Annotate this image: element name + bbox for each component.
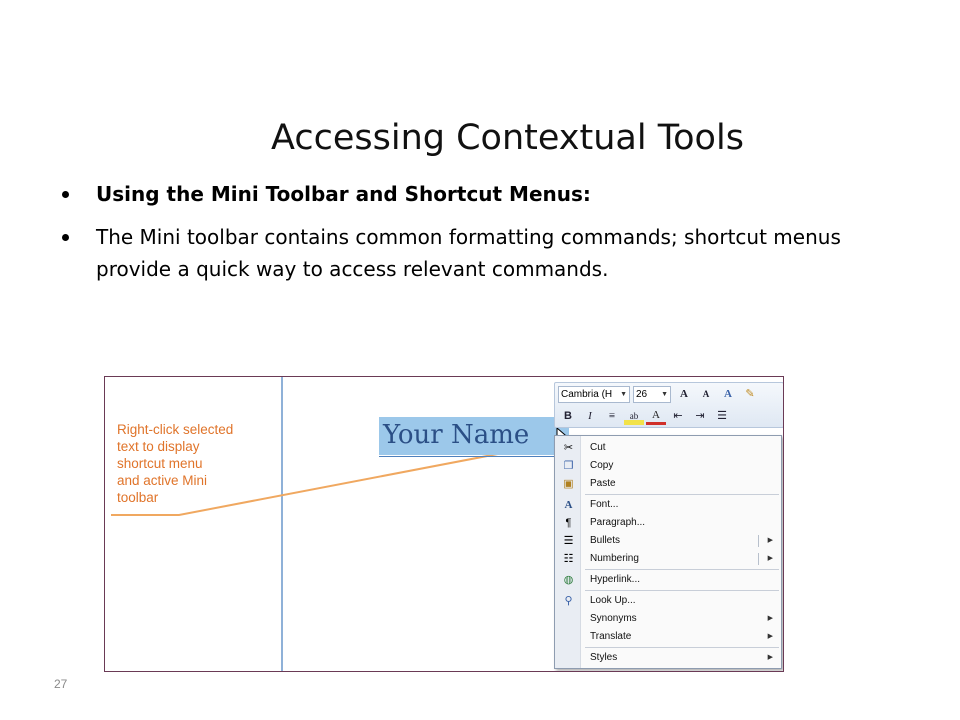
menu-item-paragraph[interactable] bbox=[555, 514, 783, 532]
submenu-arrow-icon: ▶ bbox=[767, 615, 773, 622]
increase-indent-button[interactable]: ⇥ bbox=[695, 410, 705, 422]
bullet-dot-icon bbox=[62, 234, 69, 241]
menu-item-hyperlink[interactable] bbox=[555, 571, 783, 589]
context-menu bbox=[554, 435, 782, 669]
bullets-button[interactable]: ☰ bbox=[717, 410, 727, 422]
mini-toolbar bbox=[554, 382, 784, 428]
menu-item-label: Paste bbox=[590, 478, 616, 489]
slide-number: 27 bbox=[54, 677, 68, 691]
styles-button[interactable]: A bbox=[724, 388, 732, 400]
callout-line: toolbar bbox=[117, 490, 159, 505]
menu-item-label: Synonyms bbox=[590, 613, 637, 624]
paste-icon: ▣ bbox=[563, 478, 574, 490]
decrease-indent-button[interactable]: ⇤ bbox=[673, 410, 683, 422]
menu-item-numbering[interactable] bbox=[555, 550, 783, 568]
submenu-arrow-icon: ▶ bbox=[767, 537, 773, 544]
submenu-arrow-icon: ▶ bbox=[767, 555, 773, 562]
bullet-item bbox=[62, 178, 902, 210]
menu-item-label: Hyperlink... bbox=[590, 574, 641, 585]
numbering-icon: ☷ bbox=[563, 553, 574, 565]
paragraph-icon: ¶ bbox=[565, 517, 572, 529]
bullet-list bbox=[62, 178, 902, 285]
copy-icon: ❐ bbox=[563, 460, 574, 472]
grow-font-button[interactable]: A bbox=[680, 388, 688, 400]
format-painter-button[interactable]: ✎ bbox=[745, 388, 755, 400]
menu-separator bbox=[585, 494, 779, 495]
menu-item-label: Styles bbox=[590, 652, 618, 663]
lookup-icon: ⚲ bbox=[564, 595, 573, 607]
font-name-dropdown[interactable] bbox=[558, 386, 630, 403]
split-divider bbox=[758, 535, 759, 547]
menu-item-label: Cut bbox=[590, 442, 606, 453]
bullets-icon: ☰ bbox=[563, 535, 574, 547]
slide-title: Accessing Contextual Tools bbox=[271, 118, 744, 158]
chevron-down-icon: ▼ bbox=[661, 391, 668, 398]
menu-item-label: Paragraph... bbox=[590, 517, 646, 528]
menu-item-look-up[interactable] bbox=[555, 592, 783, 610]
bullet-text: The Mini toolbar contains common formatting commands; shortcut menus provide a quick way to access relevant commands. bbox=[96, 225, 841, 281]
bold-button[interactable]: B bbox=[564, 410, 572, 422]
menu-separator bbox=[585, 569, 779, 570]
menu-item-label: Font... bbox=[590, 499, 619, 510]
mini-toolbar-row bbox=[558, 385, 762, 404]
submenu-arrow-icon: ▶ bbox=[767, 633, 773, 640]
menu-item-synonyms[interactable] bbox=[555, 610, 783, 628]
highlight-color-button[interactable]: ab bbox=[624, 408, 644, 425]
callout-line: text to display bbox=[117, 439, 200, 454]
menu-item-translate[interactable] bbox=[555, 628, 783, 646]
chevron-down-icon: ▼ bbox=[620, 391, 627, 398]
menu-item-font[interactable] bbox=[555, 496, 783, 514]
selected-document-text[interactable]: Your Name bbox=[383, 420, 530, 450]
callout-line: shortcut menu bbox=[117, 456, 203, 471]
menu-separator bbox=[585, 590, 779, 591]
callout-line: Right-click selected bbox=[117, 422, 234, 437]
bullet-dot-icon bbox=[62, 191, 69, 198]
menu-item-label: Look Up... bbox=[590, 595, 636, 606]
scissors-icon: ✂ bbox=[563, 442, 574, 454]
menu-item-label: Bullets bbox=[590, 535, 621, 546]
menu-item-paste[interactable] bbox=[555, 475, 783, 493]
hyperlink-icon: ◍ bbox=[563, 574, 574, 586]
font-color-button[interactable]: A bbox=[646, 408, 666, 425]
menu-separator bbox=[585, 647, 779, 648]
menu-item-cut[interactable] bbox=[555, 439, 783, 457]
menu-item-copy[interactable] bbox=[555, 457, 783, 475]
menu-item-styles[interactable] bbox=[555, 649, 783, 667]
mini-toolbar-row bbox=[558, 407, 734, 426]
shrink-font-button[interactable]: A bbox=[702, 389, 710, 399]
menu-item-label: Translate bbox=[590, 631, 632, 642]
bullet-item bbox=[62, 221, 902, 285]
menu-item-label: Numbering bbox=[590, 553, 639, 564]
font-size-dropdown[interactable] bbox=[633, 386, 671, 403]
submenu-arrow-icon: ▶ bbox=[767, 654, 773, 661]
word-screenshot bbox=[104, 376, 784, 672]
menu-item-bullets[interactable] bbox=[555, 532, 783, 550]
menu-item-label: Copy bbox=[590, 460, 614, 471]
split-divider bbox=[758, 553, 759, 565]
text-baseline-rule bbox=[379, 456, 579, 457]
callout-line: and active Mini bbox=[117, 473, 208, 488]
font-size-value: 26 bbox=[636, 389, 648, 400]
center-align-button[interactable]: ≡ bbox=[608, 410, 616, 422]
font-icon: A bbox=[564, 499, 573, 511]
italic-button[interactable]: I bbox=[588, 410, 592, 422]
bullet-text: Using the Mini Toolbar and Shortcut Menus: bbox=[96, 182, 591, 206]
font-name-value: Cambria (H bbox=[561, 389, 613, 400]
